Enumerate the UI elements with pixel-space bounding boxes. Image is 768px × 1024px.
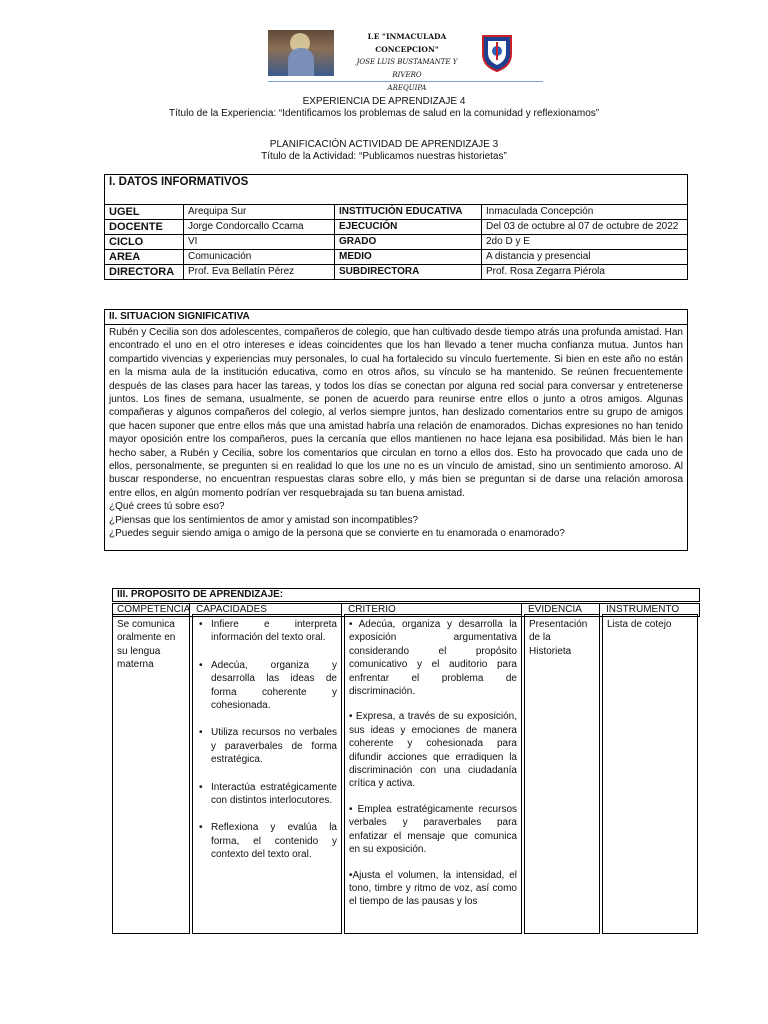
question-2: ¿Piensas que los sentimientos de amor y amistad son incompatibles? xyxy=(109,514,419,526)
cell-label: MEDIO xyxy=(335,250,482,265)
cell-label: GRADO xyxy=(335,235,482,250)
cell-value: 2do D y E xyxy=(482,235,688,250)
cell-value: Arequipa Sur xyxy=(184,205,335,220)
school-name-block xyxy=(342,30,472,95)
cell-label: AREA xyxy=(105,250,184,265)
list-item: • Interactúa estratégicamente con distintos interlocutores. xyxy=(199,781,337,807)
cell-value: Prof. Rosa Zegarra Piérola xyxy=(482,265,688,280)
cell-label: SUBDIRECTORA xyxy=(335,265,482,280)
datos-heading: I. DATOS INFORMATIVOS xyxy=(105,175,688,205)
criterio-cell xyxy=(344,614,522,934)
instrumento-cell xyxy=(602,614,698,934)
table-row xyxy=(105,250,688,265)
planning-heading: PLANIFICACIÓN ACTIVIDAD DE APRENDIZAJE 3 xyxy=(269,139,499,150)
cell-label: DIRECTORA xyxy=(105,265,184,280)
evidencia-cell xyxy=(524,614,600,934)
school-city: AREQUIPA xyxy=(387,84,427,92)
list-item: • Adecúa, organiza y desarrolla las ideas de forma coherente y cohesionada. xyxy=(199,659,337,712)
evidencia-text: Presentación de la Historieta xyxy=(529,619,588,657)
header-divider xyxy=(268,81,543,82)
experience-title-block xyxy=(0,96,768,120)
cell-label: DOCENTE xyxy=(105,220,184,235)
cell-label: UGEL xyxy=(105,205,184,220)
header-criterio: CRITERIO xyxy=(342,603,522,617)
activity-title: Título de la Actividad: “Publicamos nuestras historietas” xyxy=(261,151,507,162)
cell-label: CICLO xyxy=(105,235,184,250)
capacidades-cell xyxy=(192,614,342,934)
question-3: ¿Puedes seguir siendo amiga o amigo de la persona que se convierte en tu enamorada o enamorado? xyxy=(109,528,565,540)
cell-value: Comunicación xyxy=(184,250,335,265)
header-competencia: COMPETENCIA xyxy=(112,603,190,617)
competencia-cell xyxy=(112,614,190,934)
header-capacidades: CAPACIDADES xyxy=(190,603,342,617)
cell-label: EJECUCIÓN xyxy=(335,220,482,235)
competencia-text: Se comunica oralmente en su lengua materna xyxy=(117,619,176,671)
list-item: • Adecúa, organiza y desarrolla la exposición argumentativa considerando el propósito comunicativo y el auditorio para enfrentar el problema de discriminación. xyxy=(349,619,517,698)
proposito-heading: III. PROPOSITO DE APRENDIZAJE: xyxy=(112,588,700,602)
cell-label: INSTITUCIÓN EDUCATIVA xyxy=(335,205,482,220)
table-row xyxy=(105,205,688,220)
list-item: • Expresa, a través de su exposición, sus ideas y emociones de manera coherente y cohesionada para difundir acciones que erradiquen la discriminación con una ciudadanía crítica y activa. xyxy=(349,711,517,790)
experience-heading: EXPERIENCIA DE APRENDIZAJE 4 xyxy=(302,96,466,107)
situacion-heading: II. SITUACION SIGNIFICATIVA xyxy=(105,310,687,325)
situacion-paragraph: Rubén y Cecilia son dos adolescentes, compañeros de colegio, que han cultivado desde tiempo atrás una profunda amistad. Han encontrado el uno en el otro intereses e ideas coincidentes que los han llevado a tener mucha confianza mutua. Juntos han compartido vivencias y experiencias muy personales, lo cual ha fortalecido su vínculo fuertemente. Si bien en este año no están en la misma aula de la institución educativa, como en otros años, su vínculo se ha mantenido. Se reúnen frecuentemente después de las clases para hacer las tareas, y todos los días se conectan por alguna red social para conversar y entretenerse juntos. Los fines de semana, usualmente, se ponen de acuerdo para reunirse entre ellos o junto a otros amigos. Algunas compañeras y algunos compañeros del colegio, al verlos siempre juntos, han deslizado comentarios entre su grupo de amigos que hacen suponer que entre ellos más que una amistad habría una relación de enamorados. Dichas expresiones no han tenido mayor oposición entre los compañeros, pues la cercanía que ellos mantienen no hace lejana esa posibilidad. Más bien le han hecho saber, a Rubén y Cecilia, sobre los comentarios que circulan en torno a ellos dos. Esto ha provocado que cada uno de ellos, personalmente, se pregunten si en realidad lo que los une no es un vínculo de amistad, sino un sentimiento amoroso. Al buscar responderse, no encuentran respuestas claras sobre ello, y más bien se preguntan si de darse una relación amorosa entre ellos, en algún momento podrían ver resquebrajada su tan buena amistad. xyxy=(109,327,683,499)
cell-value: Del 03 de octubre al 07 de octubre de 2022 xyxy=(482,220,688,235)
school-district: JOSE LUIS BUSTAMANTE Y RIVERO xyxy=(356,58,458,79)
table-row xyxy=(105,220,688,235)
cell-value: VI xyxy=(184,235,335,250)
document-header xyxy=(268,30,524,92)
situacion-significativa-box xyxy=(104,309,688,551)
instrumento-text: Lista de cotejo xyxy=(607,619,672,630)
virgin-mary-image xyxy=(268,30,334,76)
experience-title: Título de la Experiencia: “Identificamos los problemas de salud en la comunidad y reflexionamos” xyxy=(168,108,600,119)
header-instrumento: INSTRUMENTO xyxy=(600,603,700,617)
cell-value: Inmaculada Concepción xyxy=(482,205,688,220)
list-item: • Utiliza recursos no verbales y paraverbales de forma estratégica. xyxy=(199,727,337,766)
cell-value: Prof. Eva Bellatín Pérez xyxy=(184,265,335,280)
question-1: ¿Qué crees tú sobre eso? xyxy=(109,501,225,513)
datos-informativos-table xyxy=(104,174,688,280)
school-crest-logo xyxy=(480,32,514,72)
header-evidencia: EVIDENCIA xyxy=(522,603,600,617)
list-item: • Reflexiona y evalúa la forma, el contenido y contexto del texto oral. xyxy=(199,822,337,861)
table-row xyxy=(105,235,688,250)
list-item: • Infiere e interpreta información del texto oral. xyxy=(199,619,337,644)
activity-title-block xyxy=(0,139,768,163)
table-row xyxy=(105,265,688,280)
cell-value: A distancia y presencial xyxy=(482,250,688,265)
school-name: I.E "INMACULADA CONCEPCION" xyxy=(367,32,447,54)
cell-value: Jorge Condorcallo Ccama xyxy=(184,220,335,235)
list-item: • Emplea estratégicamente recursos verbales y paraverbales para enfatizar el mensaje que comunica en su exposición. xyxy=(349,803,517,856)
situacion-body xyxy=(105,325,687,542)
list-item: •Ajusta el volumen, la intensidad, el tono, timbre y ritmo de voz, así como el tiempo de las pausas y los xyxy=(349,869,517,908)
